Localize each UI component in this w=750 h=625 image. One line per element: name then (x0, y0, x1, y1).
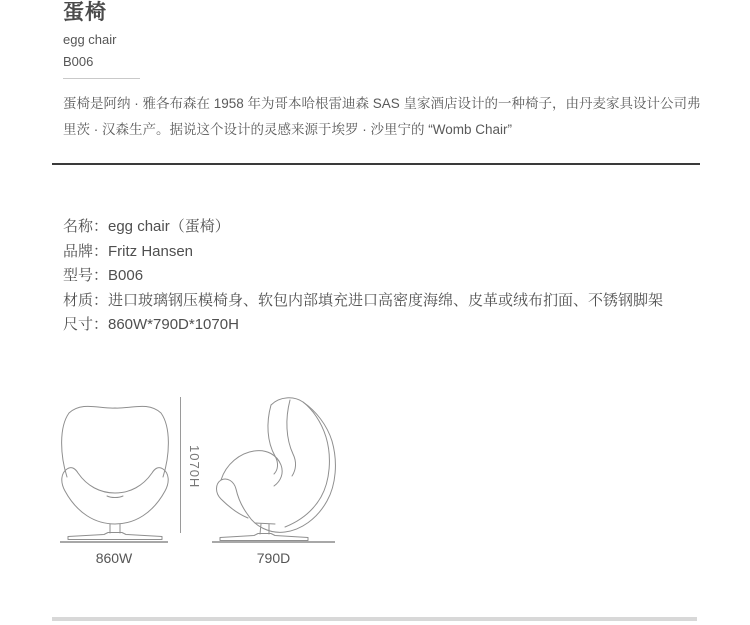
product-subtitle: egg chair (63, 32, 117, 47)
spec-row-size: 尺寸：860W*790D*1070H (63, 316, 239, 334)
page-title: 蛋椅 (63, 1, 107, 24)
header-divider (63, 78, 140, 79)
spec-row-brand: 品牌：Fritz Hansen (63, 242, 194, 260)
width-dimension-label: 860W (95, 550, 133, 566)
width-dimension-line (60, 541, 168, 543)
height-dimension-line (180, 397, 181, 533)
spec-list (63, 215, 723, 338)
depth-dimension-line (212, 541, 335, 543)
spec-row-name: 名称：egg chair（蛋椅） (63, 218, 230, 235)
section-divider-bottom (52, 617, 697, 621)
spec-row-material: 材质：进口玻璃钢压模椅身、软包内部填充进口高密度海绵、皮革或绒布扪面、不锈钢脚架 (63, 291, 664, 309)
depth-dimension-label: 790D (256, 550, 291, 566)
section-divider-top (52, 163, 700, 165)
product-model-code: B006 (63, 54, 94, 69)
spec-row-model: 型号：B006 (63, 267, 144, 285)
product-description: 蛋椅是阿纳 · 雅各布森在 1958 年为哥本哈根雷迪森 SAS 皇家酒店设计的一种椅子，由丹麦家具设计公司弗里茨 · 汉森生产。据说这个设计的灵感来源于埃罗 · 沙里宁的 “Womb Chair” (63, 96, 701, 137)
height-dimension-label: 1070H (187, 445, 202, 489)
egg-chair-front-drawing-icon (57, 393, 173, 543)
dimension-drawings (57, 393, 347, 578)
egg-chair-side-drawing-icon (209, 393, 341, 545)
